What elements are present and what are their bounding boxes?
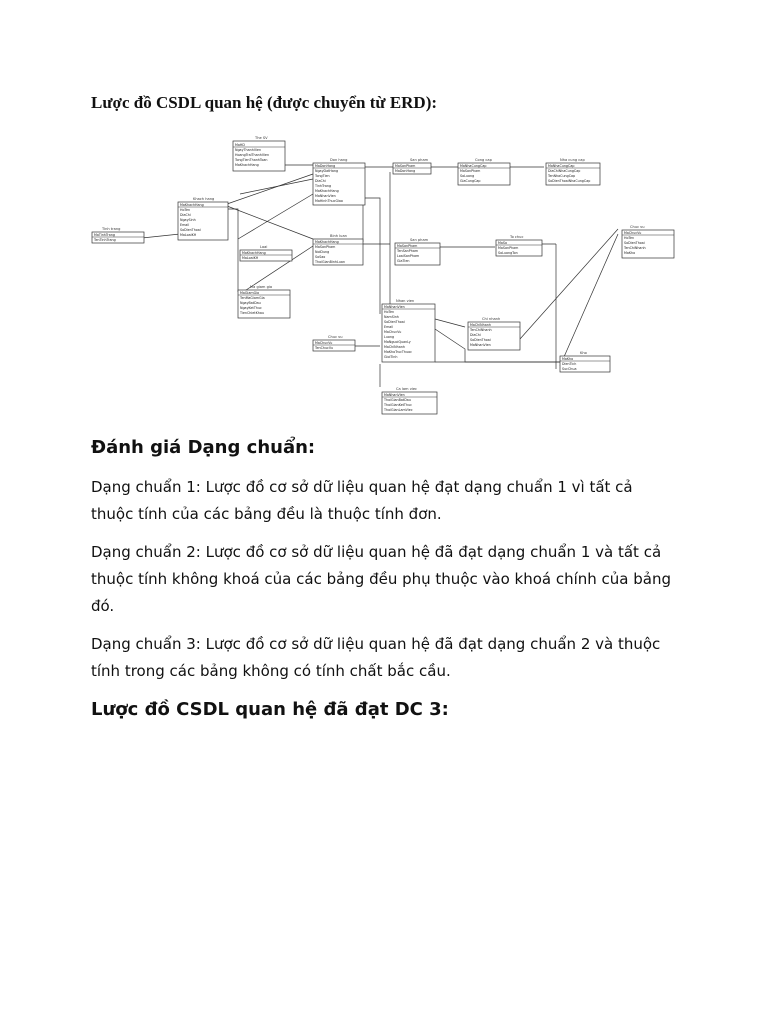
entity-chuc-vu — [313, 335, 355, 351]
svg-text:MaChiNhanh: MaChiNhanh — [384, 345, 405, 349]
svg-text:MaSanPham: MaSanPham — [315, 245, 336, 249]
erd-diagram — [90, 134, 680, 418]
svg-text:Email: Email — [384, 325, 394, 329]
svg-text:MaSo: MaSo — [498, 241, 507, 245]
svg-text:LoaiSanPham: LoaiSanPham — [397, 254, 420, 258]
svg-text:Chi nhanh: Chi nhanh — [482, 317, 501, 321]
svg-text:Chuc vu: Chuc vu — [328, 335, 343, 339]
svg-text:TienChietKhau: TienChietKhau — [240, 311, 264, 315]
svg-text:TenChiNhanh: TenChiNhanh — [470, 328, 492, 332]
svg-text:HoTen: HoTen — [624, 236, 635, 240]
entity-nha-cung-cap — [546, 158, 600, 185]
svg-text:MaChucVu: MaChucVu — [384, 330, 402, 334]
svg-text:TenTinhTrang: TenTinhTrang — [94, 238, 116, 242]
svg-text:MaHD: MaHD — [235, 143, 245, 147]
svg-text:MaGiamGia: MaGiamGia — [240, 291, 260, 295]
svg-text:MaSanPham: MaSanPham — [498, 246, 519, 250]
svg-text:NgayKetThuc: NgayKetThuc — [240, 306, 262, 310]
paragraph-normal-form-1 — [91, 474, 681, 528]
svg-text:TongTien: TongTien — [315, 174, 330, 178]
svg-text:NgayThanhVien: NgayThanhVien — [235, 148, 262, 152]
svg-text:MaChucVu: MaChucVu — [624, 231, 642, 235]
svg-text:GiaCungCap: GiaCungCap — [460, 179, 481, 183]
svg-text:MaKhachHang: MaKhachHang — [242, 251, 266, 255]
svg-text:SoLuong: SoLuong — [460, 174, 475, 178]
svg-text:DiaChi: DiaChi — [180, 213, 191, 217]
svg-text:DiaChi: DiaChi — [470, 333, 481, 337]
svg-text:Chuc vu: Chuc vu — [630, 225, 645, 229]
paragraph-line: Dạng chuẩn 2: Lược đồ cơ sở dữ liệu quan hệ đã đạt dạng chuẩn 1 và tất cả — [91, 543, 662, 561]
paragraph-line: thuộc tính của các bảng đều là thuộc tính đơn. — [91, 505, 442, 523]
svg-text:Tinh trang: Tinh trang — [102, 227, 121, 231]
svg-text:Nhan vien: Nhan vien — [396, 299, 415, 303]
svg-text:MaLoaiKH: MaLoaiKH — [242, 256, 259, 260]
entity-tinh-trang — [92, 227, 144, 243]
svg-text:MaSanPham: MaSanPham — [460, 169, 481, 173]
svg-text:NgayDatHang: NgayDatHang — [315, 169, 339, 173]
svg-text:MaKhachHang: MaKhachHang — [315, 189, 339, 193]
entity-ma-giam-gia — [238, 285, 290, 318]
svg-text:TenNhaCungCap: TenNhaCungCap — [548, 174, 576, 178]
paragraph-normal-form-3 — [91, 631, 681, 685]
entity-khach-hang — [178, 197, 228, 240]
svg-text:HoangTraiThanhVien: HoangTraiThanhVien — [235, 153, 270, 157]
paragraph-line: thuộc tính không khoá của các bảng đều phụ thuộc vào khoá chính của bảng — [91, 570, 672, 588]
entity-ca-lam-viec — [382, 387, 437, 414]
svg-text:MaKhachHang: MaKhachHang — [235, 163, 259, 167]
svg-text:TenChucVu: TenChucVu — [315, 346, 333, 350]
svg-text:HoTen: HoTen — [180, 208, 191, 212]
svg-text:MaDonHang: MaDonHang — [315, 164, 336, 168]
svg-text:MaSanPham: MaSanPham — [395, 164, 416, 168]
svg-text:SoDienThoai: SoDienThoai — [180, 228, 201, 232]
svg-text:ThoiGianLamViec: ThoiGianLamViec — [384, 408, 413, 412]
svg-text:Luong: Luong — [384, 335, 395, 339]
svg-text:TenChiNhanh: TenChiNhanh — [624, 246, 646, 250]
svg-text:MaLoaiKH: MaLoaiKH — [180, 233, 197, 237]
svg-text:DienTich: DienTich — [562, 362, 577, 366]
svg-text:TinhTrang: TinhTrang — [315, 184, 332, 188]
entity-binh-luan — [313, 234, 363, 265]
svg-text:MaKhachHang: MaKhachHang — [315, 240, 339, 244]
svg-text:MaHinhThucGiao: MaHinhThucGiao — [315, 199, 343, 203]
svg-text:MaKhachHang: MaKhachHang — [180, 203, 204, 207]
svg-text:Email: Email — [180, 223, 190, 227]
svg-text:MaChucVu: MaChucVu — [315, 341, 333, 345]
svg-text:MaNhanVien: MaNhanVien — [470, 343, 491, 347]
svg-text:San pham: San pham — [410, 158, 429, 162]
svg-text:DiaChi: DiaChi — [315, 179, 326, 183]
svg-text:MaKhoTrucThuoc: MaKhoTrucThuoc — [384, 350, 412, 354]
final-heading: Lược đồ CSDL quan hệ đã đạt DC 3: — [91, 699, 449, 720]
svg-text:San pham: San pham — [410, 238, 429, 242]
svg-text:ThoiGianBatDau: ThoiGianBatDau — [384, 398, 411, 402]
entity-loai — [240, 245, 292, 261]
svg-text:Binh luan: Binh luan — [330, 234, 347, 238]
svg-text:To chuc: To chuc — [510, 235, 524, 239]
svg-text:HoTen: HoTen — [384, 310, 395, 314]
svg-text:TenSanPham: TenSanPham — [397, 249, 419, 253]
paragraph-line: Dạng chuẩn 3: Lược đồ cơ sở dữ liệu quan hệ đã đạt dạng chuẩn 2 và thuộc — [91, 635, 661, 653]
entity-don-hang — [313, 158, 365, 205]
svg-text:The SV: The SV — [255, 136, 268, 140]
svg-text:Khach hang: Khach hang — [193, 197, 215, 201]
diagram-title: Lược đồ CSDL quan hệ (được chuyển từ ERD): — [91, 93, 438, 112]
svg-text:Don hang: Don hang — [330, 158, 348, 162]
entity-chi-nhanh — [468, 317, 520, 350]
svg-text:Cong cap: Cong cap — [475, 158, 492, 162]
svg-text:MaSanPham: MaSanPham — [397, 244, 418, 248]
svg-text:MaNhanVien: MaNhanVien — [384, 393, 405, 397]
svg-text:SoSao: SoSao — [315, 255, 326, 259]
entity-cong-cap — [458, 158, 510, 185]
svg-text:NgayBatDau: NgayBatDau — [240, 301, 261, 305]
svg-text:DiaChiNhaCungCap: DiaChiNhaCungCap — [548, 169, 581, 173]
svg-text:MaChiNhanh: MaChiNhanh — [470, 323, 491, 327]
paragraph-line: Dạng chuẩn 1: Lược đồ cơ sở dữ liệu quan hệ đạt dạng chuẩn 1 vì tất cả — [91, 478, 633, 496]
svg-text:Loai: Loai — [260, 245, 268, 249]
svg-text:Kho: Kho — [580, 351, 587, 355]
svg-text:SoDienThoaiNhaCungCap: SoDienThoaiNhaCungCap — [548, 179, 591, 183]
paragraph-normal-form-2 — [91, 539, 681, 620]
svg-text:MaNhanVien: MaNhanVien — [384, 305, 405, 309]
svg-text:TenMaGiamGia: TenMaGiamGia — [240, 296, 265, 300]
svg-text:Ca lam viec: Ca lam viec — [396, 387, 418, 391]
paragraph-line: tính trong các bảng không có tính chất bắc cầu. — [91, 662, 451, 680]
svg-text:MaNhaCungCap: MaNhaCungCap — [548, 164, 575, 168]
svg-text:ThoiGianBinhLuan: ThoiGianBinhLuan — [315, 260, 345, 264]
svg-text:GiaTien: GiaTien — [397, 259, 410, 263]
svg-text:SoDienThoai: SoDienThoai — [470, 338, 491, 342]
entity-san-pham — [395, 238, 440, 265]
entity-chuc-vu-right — [622, 225, 674, 258]
entity-san-pham-dh — [393, 158, 431, 174]
svg-text:SucChua: SucChua — [562, 367, 577, 371]
svg-text:ThoiGianKetThuc: ThoiGianKetThuc — [384, 403, 412, 407]
svg-text:MaKho: MaKho — [562, 357, 574, 361]
svg-text:MaNguoiQuanLy: MaNguoiQuanLy — [384, 340, 411, 344]
svg-text:NoiDung: NoiDung — [315, 250, 330, 254]
svg-text:Ma giam gia: Ma giam gia — [250, 285, 273, 289]
svg-text:SoDienThoai: SoDienThoai — [624, 241, 645, 245]
svg-text:MaTinhTrang: MaTinhTrang — [94, 233, 115, 237]
entity-nhan-vien — [382, 299, 435, 362]
svg-text:MaNhanVien: MaNhanVien — [315, 194, 336, 198]
svg-text:SoDienThoai: SoDienThoai — [384, 320, 405, 324]
svg-text:NgaySinh: NgaySinh — [180, 218, 196, 222]
svg-text:Nha cung cap: Nha cung cap — [560, 158, 585, 162]
svg-text:MaDonHang: MaDonHang — [395, 169, 416, 173]
paragraph-line: đó. — [91, 597, 115, 615]
entity-kho — [560, 351, 610, 372]
svg-text:NamSinh: NamSinh — [384, 315, 399, 319]
svg-text:SoLuongTon: SoLuongTon — [498, 251, 518, 255]
section-heading: Đánh giá Dạng chuẩn: — [91, 437, 316, 458]
svg-text:MaNhaCungCap: MaNhaCungCap — [460, 164, 487, 168]
svg-text:MaKho: MaKho — [624, 251, 636, 255]
svg-text:GioiTinh: GioiTinh — [384, 355, 398, 359]
entity-to-chuc — [496, 235, 542, 256]
svg-text:TongTienThanhToan: TongTienThanhToan — [235, 158, 268, 162]
entity-the-sv — [233, 136, 285, 171]
